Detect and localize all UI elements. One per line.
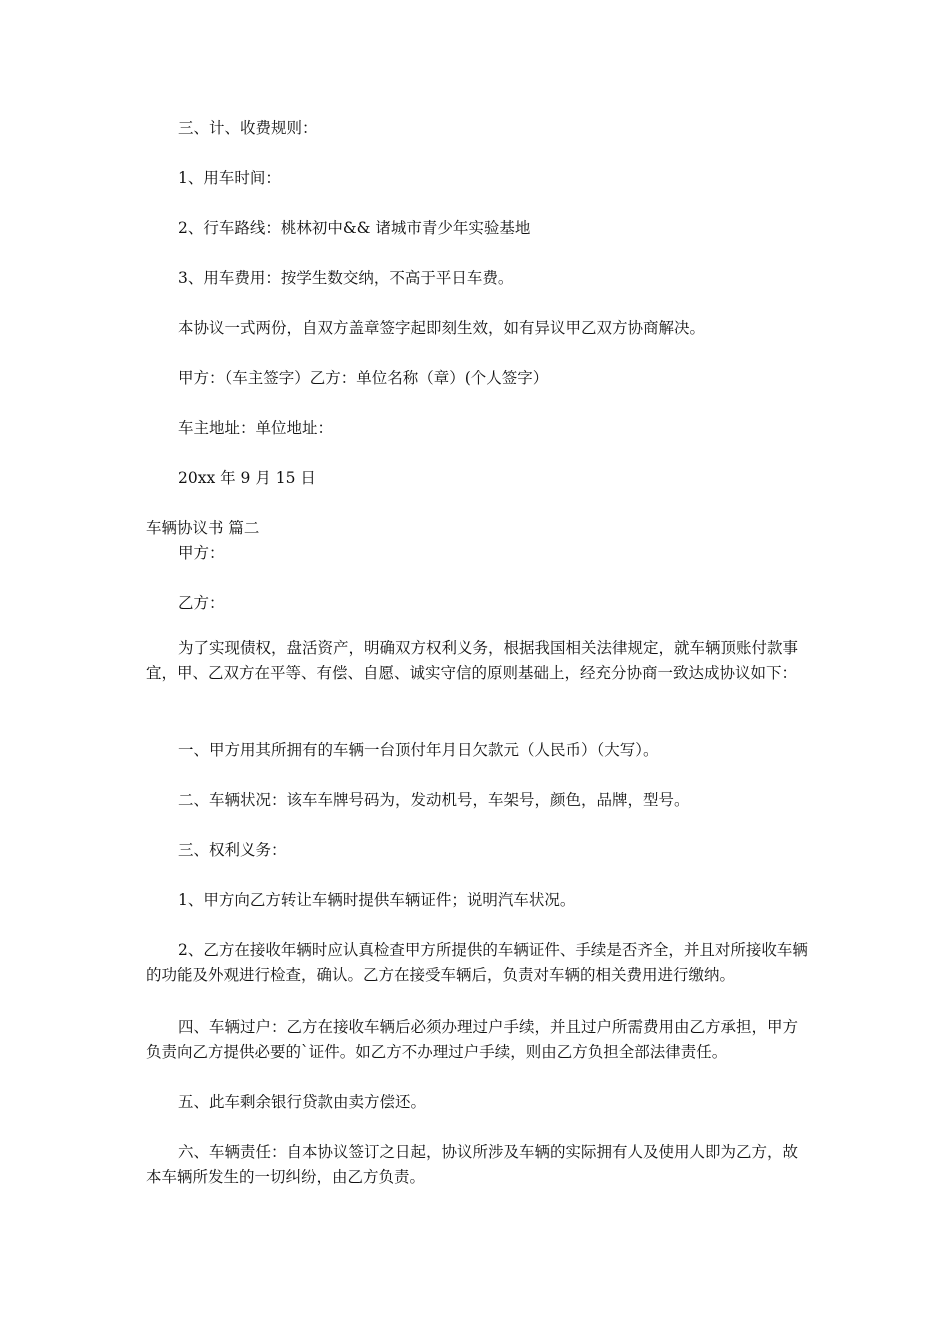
address-line: 车主地址：单位地址：	[178, 419, 334, 437]
party-a: 甲方：	[178, 544, 225, 562]
clause-2: 二、车辆状况：该车车牌号码为，发动机号，车架号，颜色，品牌，型号。	[178, 791, 690, 809]
preamble: 为了实现债权，盘活资产，明确双方权利义务，根据我国相关法律规定，就车辆顶账付款事宜，甲、乙双方在平等、有偿、自愿、诚实守信的原则基础上，经充分协商一致达成协议如下：	[146, 639, 799, 682]
clause-5: 五、此车剩余银行贷款由卖方偿还。	[178, 1093, 427, 1111]
item-route: 2、行车路线：桃林初中&& 诸城市青少年实验基地	[178, 219, 531, 237]
section-title: 车辆协议书 篇二	[146, 519, 260, 537]
party-b: 乙方：	[178, 594, 225, 612]
clause-3: 三、权利义务：	[178, 841, 287, 859]
agreement-date: 20xx 年 9 月 15 日	[178, 469, 316, 487]
item-fee: 3、用车费用：按学生数交纳，不高于平日车费。	[178, 269, 514, 287]
clause-4: 四、车辆过户：乙方在接收车辆后必须办理过户手续，并且过户所需费用由乙方承担，甲方负责向乙方提供必要的`证件。如乙方不办理过户手续，则由乙方负担全部法律责任。	[146, 1018, 799, 1061]
clause-3-1: 1、甲方向乙方转让车辆时提供车辆证件；说明汽车状况。	[178, 891, 576, 909]
item-vehicle-time: 1、用车时间：	[178, 169, 281, 187]
signature-line: 甲方：（车主签字）乙方：单位名称（章）(个人签字）	[178, 369, 549, 387]
clause-1: 一、甲方用其所拥有的车辆一台顶付年月日欠款元（人民币）（大写）。	[178, 741, 659, 759]
rules-heading: 三、计、收费规则：	[178, 119, 318, 137]
clause-6: 六、车辆责任：自本协议签订之日起，协议所涉及车辆的实际拥有人及使用人即为乙方，故本车辆所发生的一切纠纷，由乙方负责。	[146, 1143, 799, 1186]
clause-3-2: 2、乙方在接收年辆时应认真检查甲方所提供的车辆证件、手续是否齐全，并且对所接收车辆的功能及外观进行检查，确认。乙方在接受车辆后，负责对车辆的相关费用进行缴纳。	[146, 941, 808, 984]
validity-clause: 本协议一式两份，自双方盖章签字起即刻生效，如有异议甲乙双方协商解决。	[178, 319, 706, 337]
